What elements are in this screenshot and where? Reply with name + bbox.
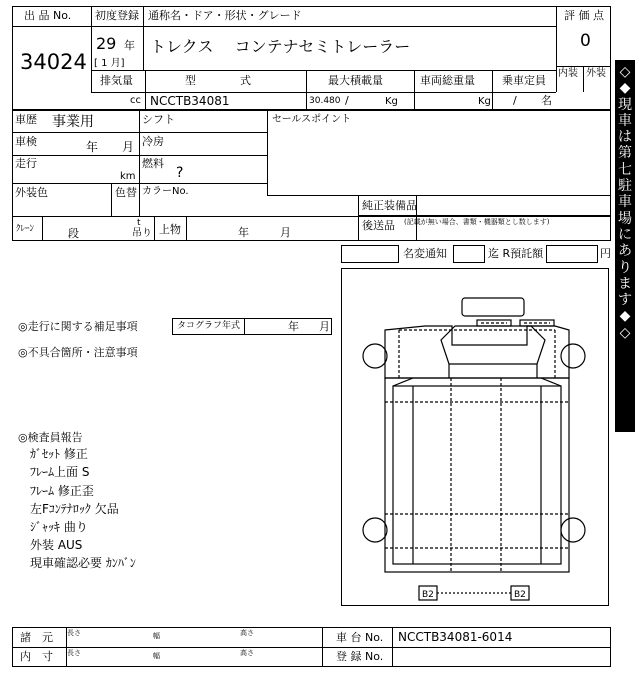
lot-no: 34024 bbox=[20, 50, 87, 74]
name-change-label: 名変通知 bbox=[403, 247, 447, 260]
model-value: NCCTB34081 bbox=[150, 94, 230, 108]
interior-width-label: 幅 bbox=[153, 652, 160, 660]
tacho-year: 年 bbox=[288, 320, 299, 333]
first-reg-year: 29 bbox=[96, 34, 117, 53]
chassis-no: NCCTB34081-6014 bbox=[398, 630, 513, 644]
interior-score-label: 内装 bbox=[558, 68, 578, 79]
displacement-label: 排気量 bbox=[100, 74, 133, 87]
dims-label: 諸 元 bbox=[20, 631, 53, 644]
inspection-year-unit: 年 bbox=[86, 140, 99, 154]
driving-notes-title: ◎走行に関する補足事項 bbox=[18, 320, 138, 333]
inspector-line-7: 現車確認必要 ｶﾝﾊﾞﾝ bbox=[30, 556, 136, 570]
inspection-month-unit: 月 bbox=[122, 140, 135, 154]
wheel-front-right bbox=[561, 344, 585, 368]
dims-length-label: 長さ bbox=[67, 629, 81, 637]
max-load-kg: Kg bbox=[385, 96, 398, 107]
name-change-box bbox=[341, 245, 399, 263]
vehicle-name: トレクス コンテナセミトレーラー bbox=[150, 37, 411, 56]
capacity-slash: / bbox=[513, 94, 517, 107]
sidebar-char: 車 bbox=[618, 112, 632, 129]
shift-label: シフト bbox=[142, 113, 175, 126]
defects-title: ◎不具合箇所・注意事項 bbox=[18, 346, 138, 359]
sidebar-char: す bbox=[618, 292, 632, 309]
displacement-unit: cc bbox=[130, 95, 141, 106]
gross-kg: Kg bbox=[478, 96, 491, 107]
ac-label: 冷房 bbox=[142, 135, 164, 148]
inspector-line-1: ｶﾞｾｯﾄ 修正 bbox=[30, 447, 88, 461]
first-reg-month: [ 1 月] bbox=[94, 58, 125, 69]
interior-dims-label: 内 寸 bbox=[20, 650, 53, 663]
fuel-label: 燃料 bbox=[142, 157, 164, 170]
sidebar-char: あ bbox=[618, 243, 632, 260]
sidebar-char: 車 bbox=[618, 194, 632, 211]
vehicle-name-label: 通称名・ドア・形状・グレード bbox=[148, 9, 302, 22]
sales-point-label: セールスポイント bbox=[272, 114, 352, 125]
sidebar-char: 現 bbox=[618, 96, 632, 113]
max-load-slash: / bbox=[345, 94, 349, 107]
color-change-label: 色替 bbox=[115, 186, 137, 199]
sidebar-char: に bbox=[618, 226, 632, 243]
yen-label: 円 bbox=[600, 247, 611, 260]
inspector-line-4: 左Fｺﾝﾃﾅﾛｯｸ 欠品 bbox=[30, 502, 119, 516]
sidebar-char: 場 bbox=[618, 210, 632, 227]
crane-hang: 吊り bbox=[132, 228, 152, 239]
max-load-value: 30.480 bbox=[309, 96, 341, 106]
score-value: 0 bbox=[580, 31, 591, 51]
deposit-label: 迄 R預託額 bbox=[488, 247, 544, 260]
model-label: 型 式 bbox=[185, 74, 251, 87]
interior-height-label: 高さ bbox=[240, 649, 254, 657]
damage-mark-b2-right: B2 bbox=[514, 590, 526, 600]
sidebar-char: ま bbox=[618, 275, 632, 292]
mileage-unit: km bbox=[120, 171, 136, 182]
inspector-title: ◎検査員報告 bbox=[18, 431, 83, 444]
interior-length-label: 長さ bbox=[67, 649, 81, 657]
capacity-label: 乗車定員 bbox=[502, 74, 546, 87]
sidebar-char: 駐 bbox=[618, 178, 632, 195]
gross-weight-label: 車両総重量 bbox=[420, 74, 475, 87]
crane-tons: t bbox=[137, 218, 141, 228]
sidebar-char: ◆ bbox=[619, 308, 631, 325]
name-change-date-box bbox=[453, 245, 485, 263]
wheel-front-left bbox=[363, 344, 387, 368]
wheel-rear-left bbox=[363, 518, 387, 542]
mileage-label: 走行 bbox=[15, 157, 37, 170]
damage-mark-b2-left: B2 bbox=[422, 590, 434, 600]
dims-height-label: 高さ bbox=[240, 629, 254, 637]
first-reg-year-unit: 年 bbox=[124, 39, 135, 52]
inspector-line-3: ﾌﾚｰﾑ 修正歪 bbox=[30, 484, 94, 498]
max-load-label: 最大積載量 bbox=[328, 74, 383, 87]
sidebar-char: 第 bbox=[618, 145, 632, 162]
lot-no-label: 出 品 No. bbox=[24, 9, 72, 22]
wheel-rear-right bbox=[561, 518, 585, 542]
rear-items-note: (記載が無い場合、書類・機器類とし数します) bbox=[404, 218, 550, 226]
exterior-score-label: 外装 bbox=[586, 68, 606, 79]
history-value: 事業用 bbox=[52, 114, 94, 130]
inspector-line-5: ｼﾞｬｯｷ 曲り bbox=[30, 520, 88, 534]
inspector-line-6: 外装 AUS bbox=[30, 538, 83, 552]
color-code-label: カラーNo. bbox=[142, 186, 189, 197]
tachograph-label: タコグラフ年式 bbox=[177, 321, 241, 331]
history-label: 車歴 bbox=[15, 113, 37, 126]
rear-items-label: 後送品 bbox=[362, 219, 395, 232]
crane-label: ｸﾚｰﾝ bbox=[16, 224, 35, 234]
sidebar-char: ◇ bbox=[619, 324, 631, 341]
sidebar-char: り bbox=[618, 259, 632, 276]
location-sidebar bbox=[615, 60, 635, 432]
capacity-unit: 名 bbox=[541, 94, 552, 107]
tacho-month: 月 bbox=[319, 320, 330, 333]
exterior-color-label: 外装色 bbox=[15, 186, 48, 199]
loading-year: 年 bbox=[238, 226, 249, 239]
sidebar-char: ◇ bbox=[619, 64, 631, 80]
loading-label: 上物 bbox=[159, 223, 181, 236]
score-label: 評 価 点 bbox=[564, 9, 604, 22]
genuine-equipment-label: 純正装備品 bbox=[362, 199, 417, 212]
sidebar-char: ◆ bbox=[619, 80, 631, 97]
dims-width-label: 幅 bbox=[153, 632, 160, 640]
registration-label: 登 録 No. bbox=[336, 650, 384, 663]
loading-month: 月 bbox=[280, 226, 291, 239]
inspection-label: 車検 bbox=[15, 135, 37, 148]
chassis-label: 車 台 No. bbox=[336, 631, 384, 644]
crane-stage: 段 bbox=[68, 227, 79, 240]
fuel-value: ? bbox=[176, 165, 184, 181]
deposit-box bbox=[546, 245, 598, 263]
inspector-line-2: ﾌﾚｰﾑ上面 S bbox=[30, 465, 90, 479]
sidebar-char: は bbox=[618, 129, 632, 146]
first-reg-label: 初度登録 bbox=[95, 9, 139, 22]
truck-diagram bbox=[341, 268, 609, 606]
sidebar-char: 七 bbox=[618, 161, 632, 178]
cab-bumper bbox=[462, 298, 524, 316]
